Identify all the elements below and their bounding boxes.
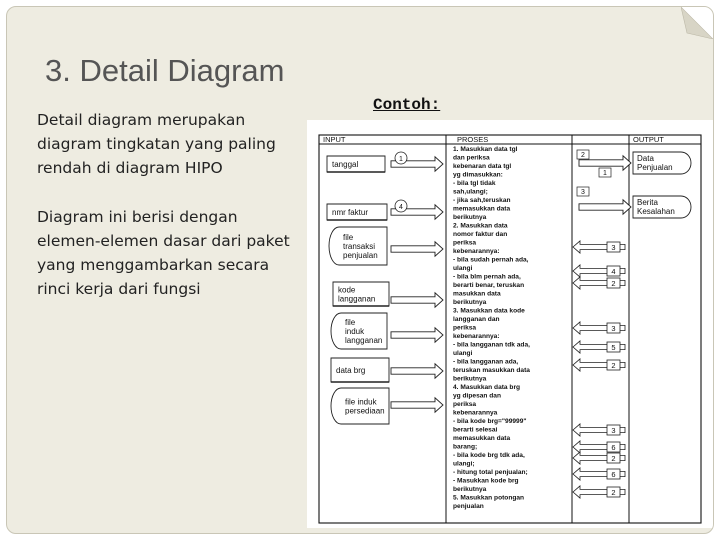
return-number-10: 2: [611, 488, 616, 497]
process-line-30: periksa: [453, 401, 477, 408]
header-input: INPUT: [323, 135, 346, 144]
process-line-7: memasukkan data: [453, 205, 511, 213]
return-number-4: 5: [611, 343, 616, 352]
slide: [6, 6, 714, 534]
header-output: OUTPUT: [633, 135, 664, 144]
input-4-label-0: file: [345, 318, 356, 327]
return-number-1: 4: [611, 267, 616, 276]
process-line-2: kebenaran data tgl: [453, 163, 512, 170]
process-line-29: yg dipesan dan: [453, 392, 501, 400]
output-1-label-0: Berita: [637, 198, 658, 207]
process-line-37: ulangi;: [453, 460, 475, 468]
input-6-label-1: persediaan: [345, 406, 385, 416]
input-1-label-0: nmr faktur: [332, 208, 369, 217]
output-0-label-0: Data: [637, 154, 654, 163]
connector-number-1: 1: [603, 170, 607, 177]
slide-title: 3. Detail Diagram: [45, 53, 285, 88]
process-line-38: - hitung total penjualan;: [453, 469, 528, 476]
return-number-7: 6: [611, 443, 616, 452]
process-line-34: memasukkan data: [453, 435, 511, 442]
return-number-2: 2: [611, 279, 616, 288]
input-number-1: 4: [399, 204, 403, 211]
input-5-label-0: data brg: [336, 366, 366, 375]
return-number-9: 6: [611, 470, 616, 479]
process-line-20: langganan dan: [453, 316, 500, 323]
process-line-10: nomor faktur dan: [453, 231, 508, 238]
input-4-label-2: langganan: [345, 336, 383, 345]
input-2-label-2: penjualan: [343, 251, 378, 260]
description-paragraph-2: Diagram ini berisi dengan elemen-elemen dasar dari paket yang menggambarkan secara rinci kerja dari fungsi: [37, 208, 290, 298]
return-number-6: 3: [611, 426, 616, 435]
process-line-12: kebenarannya:: [453, 248, 500, 255]
description-paragraph-1: Detail diagram merupakan diagram tingkatan yang paling rendah di diagram HIPO: [37, 111, 276, 177]
process-line-21: periksa: [453, 324, 477, 332]
return-number-0: 3: [611, 243, 616, 252]
output-1-label-1: Kesalahan: [637, 207, 675, 216]
input-number-0: 1: [399, 156, 403, 163]
process-line-13: - bila sudah pernah ada,: [453, 256, 529, 264]
connector-number-0: 2: [581, 152, 585, 159]
input-0-label-0: tanggal: [332, 160, 359, 169]
process-line-42: penjualan: [453, 503, 484, 510]
process-line-41: 5. Masukkan potongan: [453, 494, 525, 502]
input-2-label-1: transaksi: [343, 242, 376, 251]
process-line-31: kebenarannya: [453, 409, 498, 417]
input-2-label-0: file: [343, 233, 354, 242]
process-line-3: yg dimasukkan:: [453, 171, 503, 179]
hipo-detail-diagram: [307, 120, 714, 528]
process-line-14: ulangi: [453, 265, 473, 272]
process-line-33: berarti selesai: [453, 426, 498, 434]
output-0-label-1: Penjualan: [637, 163, 673, 172]
process-line-28: 4. Masukkan data brg: [453, 384, 521, 391]
process-line-19: 3. Masukkan data kode: [453, 307, 525, 315]
process-line-6: - jika sah,teruskan: [453, 197, 511, 204]
input-4-label-1: induk: [345, 327, 365, 336]
process-line-23: - bila langganan tdk ada,: [453, 341, 530, 349]
connector-number-2: 3: [581, 189, 585, 196]
input-6-label-0: file induk: [345, 397, 377, 407]
process-line-16: berarti benar, teruskan: [453, 282, 525, 289]
process-line-8: berikutnya: [453, 214, 487, 221]
process-line-32: - bila kode brg="99999": [453, 418, 527, 425]
process-line-26: teruskan masukkan data: [453, 367, 530, 374]
return-number-8: 2: [611, 454, 616, 463]
process-line-17: masukkan data: [453, 290, 501, 298]
process-line-25: - bila langganan ada,: [453, 358, 519, 366]
process-line-4: - bila tgl tidak: [453, 180, 496, 187]
process-line-1: dan periksa: [453, 154, 490, 162]
process-line-5: sah,ulangi;: [453, 188, 488, 196]
process-line-39: - Masukkan kode brg: [453, 477, 519, 485]
process-line-27: berikutnya: [453, 375, 487, 383]
process-line-22: kebenarannya:: [453, 333, 500, 340]
process-line-40: berikutnya: [453, 486, 487, 493]
process-line-15: - bila blm pernah ada,: [453, 273, 521, 281]
process-line-0: 1. Masukkan data tgl: [453, 146, 518, 153]
example-label: Contoh:: [373, 96, 441, 114]
process-line-35: barang;: [453, 443, 478, 451]
process-line-36: - bila kode brg tdk ada,: [453, 452, 525, 459]
return-number-3: 3: [611, 324, 616, 333]
page-curl-corner: [681, 7, 713, 39]
process-line-11: periksa: [453, 239, 477, 247]
header-process: PROSES: [457, 135, 489, 144]
input-3-label-0: kode: [338, 285, 356, 295]
process-line-18: berikutnya: [453, 299, 487, 306]
return-number-5: 2: [611, 361, 616, 370]
process-line-24: ulangi: [453, 350, 473, 357]
process-line-9: 2. Masukkan data: [453, 222, 508, 230]
input-3-label-1: langganan: [338, 294, 376, 304]
